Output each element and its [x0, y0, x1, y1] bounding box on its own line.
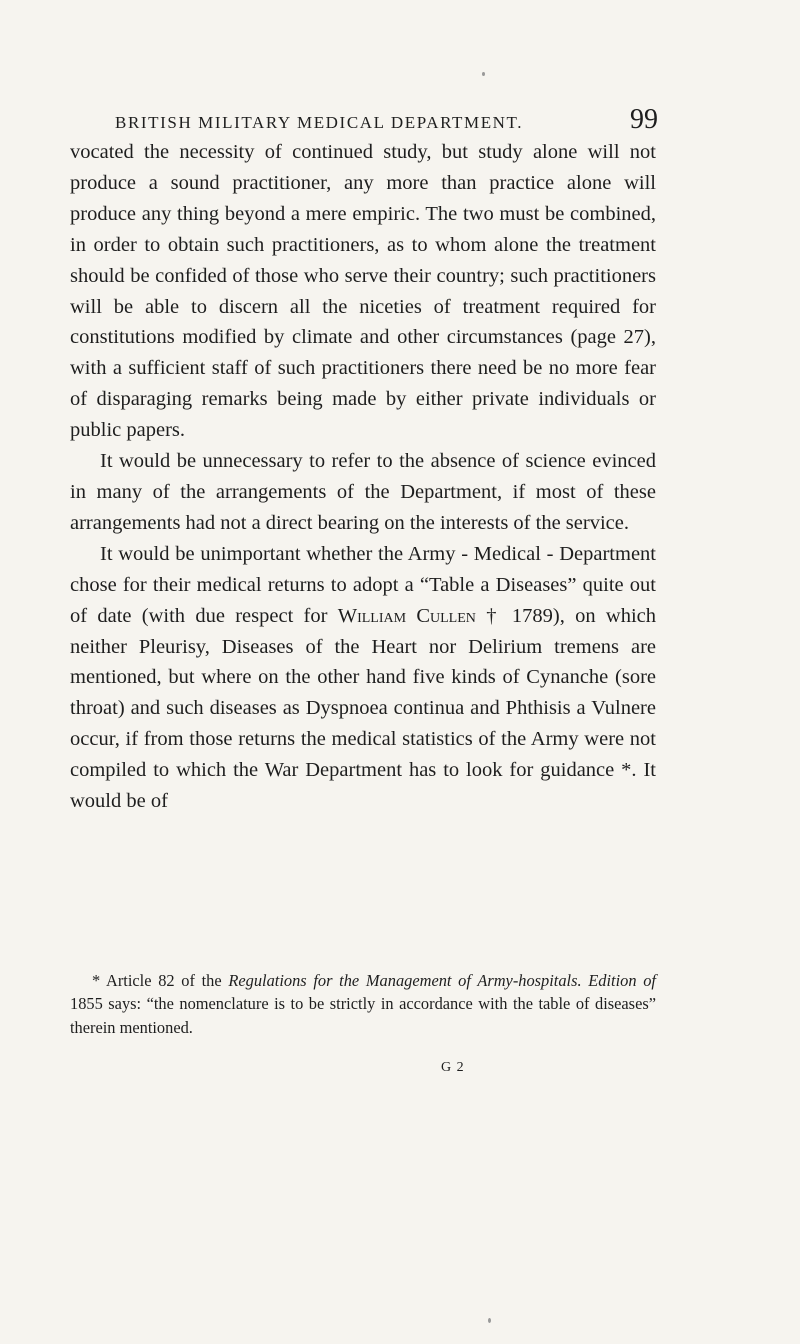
paragraph-1: vocated the necessity of continued study, but study alone will not produce a sound practitioner, any more than practice alone will produce any thing beyond a mere empiric. The two must be combined, in order to obtain such practitioners, as to whom alone the treatment should be confided of those who serve their country; such practitioners will be able to discern all the niceties of treatment required for constitutions modified by climate and other circumstances (page 27), with a sufficient staff of such practitioners there need be no more fear of disparaging remarks being made by either private individuals or public papers. — [70, 141, 656, 442]
printer-signature-mark: G 2 — [441, 1060, 465, 1075]
author-name: William Cullen — [337, 604, 476, 627]
paragraph-2: It would be unnecessary to refer to the absence of science evinced in many of the arrangements of the Department, if most of these arrangements had not a direct bearing on the interests of the service. — [70, 450, 656, 534]
footnote — [70, 969, 656, 1039]
paragraph-3 — [70, 539, 656, 817]
footnote-cited-title: Regulations for the Management of Army-hospitals. Edition of — [228, 971, 656, 990]
body-text — [70, 137, 656, 817]
footnote-start: * Article 82 of the — [92, 971, 229, 990]
footnote-end: 1855 says: “the nomenclature is to be strictly in accordance with the table of diseases” therein mentioned. — [70, 994, 656, 1037]
page-header — [110, 106, 658, 134]
running-title: BRITISH MILITARY MEDICAL DEPARTMENT. — [115, 113, 524, 132]
page-number: 99 — [630, 104, 658, 135]
paragraph-3-start: It would be unimportant whether the Army - Medical - Department chose for their medical returns to adopt a “Table a Diseases” quite out of date (with due respect for — [70, 542, 656, 627]
paragraph-3-end: † 1789), on which neither Pleurisy, Diseases of the Heart nor Delirium tremens are mentioned, but where on the other hand five kinds of Cynanche (sore throat) and such diseases as Dyspnoea continua and Phthisis a Vulnere occur, if from those returns the medical statistics of the Army were not compiled to which the War Department has to look for guidance *. It would be of — [70, 604, 656, 813]
